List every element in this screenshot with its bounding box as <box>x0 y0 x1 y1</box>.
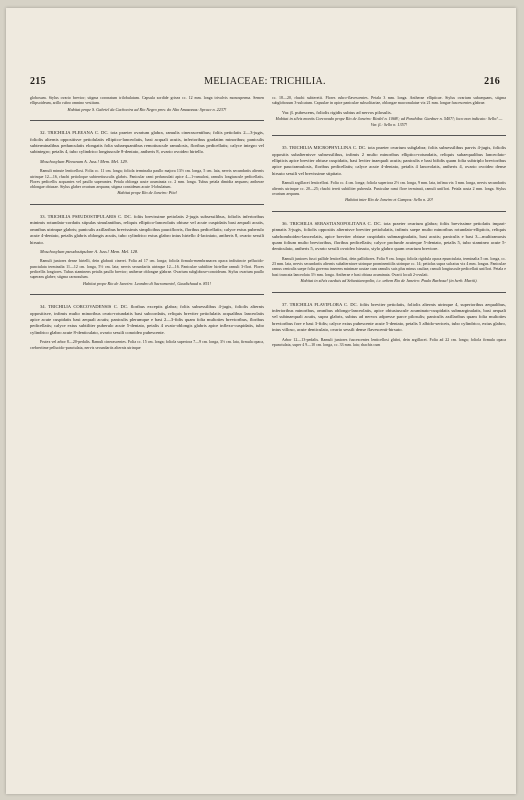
left-page-number: 215 <box>30 76 46 87</box>
book-page <box>6 8 516 794</box>
section-divider <box>30 120 264 121</box>
species-entry-34: 34. TRICHILIA CORCOVADENSIS C. DC. floribus exceptis glabra; foliis subsessilibus 4-jugis, foliolis alternis oppositisve, infimis multo minoribus ovato-rotundatis basi subcordatis, reliquis breviter petiolulatis acqualibus lanceolatis apice acute cuspidatis basi aequali acutis; paniculis plerumque e basi 2—3-fidis quam folia multoties brevioribus, floribus pedicellatis; calyce extus subtiliter puberulo acute 5-dentato, petalis 4 ovato-oblongis glabris apice inflexo-cuspidatis, tubo cylindrico glabro acute 8-denticulato, ovario sessili conoideo pubescente. <box>30 304 264 335</box>
species-synonym-33: Moschoxylum pseudostipulare A. Juss.! Mem. Mel. 128. <box>40 249 139 255</box>
species-entry-37: 37. TRICHILIA FLAVIFLORA C. DC. foliis breviter petiolatis, foliolis alternis utrinque 4, superioribus aequalibus, inferioribus minoribus, omnibus oblongo-lanceolatis, apice obtusiuscule acuminato-cuspidatis submarginalatis, basi aequali vel subinaequali acutis, supra glabris, subtus ad nervos adpresse parce pilosulis; paniculis axillaribus quam folia multoties brevioribus fore e basi 3-fidis; calyce extus pubescente acute 5-dentato, petalis 5 albido-sericeis, tubo cylindrico, extus glabro, intus villoso, acute denticulato, ovario sessili dense flavescenti-hirsuto. <box>272 301 506 333</box>
right-page-number: 216 <box>484 76 500 87</box>
species-description-35: Ramuli argillacei lenticellosi. Folia cc. 4 cm. longa; foliola superiora 2½ cm. longa, 9 mm. lata, infima vix 3 mm. longa, nervis secundariis alternis utrinque cc. 20—25; rhachi tereti subtiliter puberula. Paniculae rami flore terminati, ramuli uniflori. Petala acuta 2 mm. longa. Stylus ovarium aequans. <box>272 181 506 196</box>
species-habitat-35: Habitat inter Rio de Janeiro et Campos: Sello n. 20! <box>345 197 433 203</box>
species-entry-33: 33. TRICHILIA PSEUDOSTIPULARIS C. DC. foliis brevissime petiolatis 2-jugis subsessilibus, foliolis inferioribus minimis rotundato-cordatis stipulas simulantibus, reliquis elliptico-lanceolatis obtuse vel acute cuspidatis basi aequali acutis, omnibus utrinque glabris; paniculis axillaribus brevissimis simplicibus pauciflorris, floribus pedicellatis; calyce extus puberulo acute 4-dentato, petalis glabris oblongis acutis, tubo cylindrico extus glabro intus hirtello 4-laciniato, antheris 8, ovario sessili hirsuto. <box>30 214 264 245</box>
habitat-note: Habitat in silvis montis Corcovado prope Rio de Janeiro: Riedel n. 1068!; ad Parahiba: Gardner n. 5407!; loco non indicato: Sello! — Var. β.: Sello n. 1357! <box>275 116 503 127</box>
species-description-36: Ramuli juniores fusci pallide lenticellosi, dein pallidiores. Folia 9 cm. longa; foliola rigidula opaca epunctulata, terminalia 5 cm. longa, cc. 23 mm. lata, nervis secundariis alternis subalterniave utrinque prominentiilis utrinque cc. 14; petiolus supra sulcatus vix 4 mm. longus. Paniculae ramus centralis saepe folia governa inserens minimae acutae cum ramulis suis plus minus cauliae, ramuli longiuscule pedicellati uniflori. Petala e basi truncata lanceolata 3½ mm. longa. Antherae e basi obtusa acuminata. Ovarii loculi 2-ovulati. <box>272 256 506 277</box>
species-entry-32: 32. TRICHILIA PLEEANA C. DC. tota praeter ovarium glabra, ramulis cinerascentibus; foliis petiolatis 2—3-jugis, foliolis alternis oppositisve petiolulatis elliptico-lanceolatis, basi acquali acutis, inferioribus gradatim minoribus; paniculis subterminalibus pedunculatis elongatis folia subaequantibus remotiuscule ramulosis, floribus pedicellatis; calyce integro vel subintegro; petalis 4, tubo cylindrico longiuscule 8-dentato, antheris 8, ovario ovoideo hirtello. <box>30 130 264 155</box>
section-divider <box>30 204 264 205</box>
continued-description: cc. 18—20, rhachi subteretii. Flores rubro-flavescentes. Petala 3 mm. longa. Antherae ellipticae. Stylus ovarium subaequans, stigma subglobosum 3-sulcatum. Capsulae in apice paniculae subsolitariae, oblongae macronulatae vix 21 mm. longae fuscescentes glabrae. <box>272 96 506 106</box>
section-divider <box>272 135 506 136</box>
species-habitat-32: Habitat prope Rio de Janeiro: Pitel <box>117 190 177 196</box>
section-divider <box>30 294 264 295</box>
habitat-note: Habitat prope S. Gabriel da Cachoeira ad Rio Negro prov. do Alto Amazonas: Spruce n. 2237! <box>67 106 227 112</box>
species-description-37: Arbor 12—13-pedalis. Ramuli juniores fuscescentes lenticellosi glabri, dein argillacei. Folia ad 22 cm. longa; foliola firmula opaca epunctulata, super 4 9—10 cm. longa, cc. 33 mm. lata; rhachis cum <box>272 337 506 347</box>
species-description-32: Ramuli minute lenticellosi. Folia cc. 11 cm. longa; foliola terminalia paullo majora 13½ cm. longa, 5 cm. lata, nervis secundariis alternis utrinque 12—16, rhachi petioloque subteretiusculis glabris. Panicular rami pedunculati apice 4—1-ramulosi, ramulis longiuscule pedicellatis. Flores pedicellis acquantes vel paullo superantes. Petala oblonga acute acuminata cc. 2 mm. longa. Tubus petala dimidia aequans; antherae oblongae obtusae. Stylus glaber ovarium aequans; stigma consideum acute 3-lobulatum. <box>30 169 264 190</box>
species-description-34: Frutex vel arbor 8—20-pedalis. Ramuli cinerascentes. Folia cc. 15 cm. longa; foliola superiora 7—9 cm. longa, 3½ cm. lata, firmula opaca, crebreriime pellucido-punctulata, nervis secundariis alternis utrinque <box>30 340 264 350</box>
right-column <box>272 96 506 348</box>
page-header <box>30 76 500 90</box>
section-divider <box>272 211 506 212</box>
species-synonym-32: Moschoxylum Pleeanum A. Juss.! Mem. Mel. 129. <box>40 158 128 164</box>
species-habitat-36: Habitat in silvis caeduis ad Sebastianopolin, i.e. urbem Rio de Janeiro: Paulo Barbosa! (in herb. Martii). <box>300 277 478 283</box>
section-divider <box>272 292 506 293</box>
species-entry-35: 35. TRICHILIA MICROPHYLLINA C. DC. tota praeter ovarium subglabra; foliis subsessilibus parvis 4-jugis, foliolis oppositis subalternisve subsessilibus, infimis 2 multo minoribus elliptico-rotundatis, reliquis subaequalibus lanceolato-ellipticis apice breviter obtuse cuspidatis, basi leviter inaequali acutis; paniculis e basi bifidis quam folia subtriplo brevioribus apice pauciramulosis, floribus pedicellatis; calyce acute 4-dentato, petalis 4 lanceolatis, antheris 4, ovario ovoideo dense hirsuto sessili vel brevissime stipitato. <box>272 145 506 176</box>
variety-note: Var. β. pubescens, foliolis rigidis subtus ad nervos pilosulis. <box>282 109 392 115</box>
running-title: MELIACEAE: TRICHILIA. <box>204 76 326 87</box>
species-habitat-33: Habitat prope Rio de Janeiro: Leandro di Sacramento!, Gaudichaud n. 851! <box>83 280 211 286</box>
continued-description: globosum. Stylus ovario brevior; stigma coronatum trilobulatum. Capsula sordide grisea cc. 12 mm. longa trivalvis monosperma. Semen ellipsoideum, arillo rubro omnino vestitum. <box>30 96 264 106</box>
species-description-33: Ramuli juniores dense hirtelli, dein glabrati cinerei. Folia ad 17 cm. longa; foliola firmulo-membranacea opaca indistincte pellucido-punctulata terminalia 11—12 cm. longa, 5½ cm. lata; nervis secundariis utrinque 12—16. Paniculae subtiliter hirtellae ramuli 3-flori. Flores pedicellis longiores. Tubus staminens petalis paullo brevior; antherae oblongae glabrae. Ovarium subglobose-conoideum. Stylus ovarium paullo superans glaber; stigma carnosulum. <box>30 259 264 280</box>
left-column <box>30 96 264 351</box>
species-entry-36: 36. TRICHILIA SEBASTIANOPOLITANA C. DC. tota praeter ovarium glabra; foliis brevissime petiolatis impari-pinnatis 3-jugis, foliolis oppositis alternisve breviter petiolulatis, infimis saepe multo minoribus rotundato-ellipticis, reliquis subrhomboideo-lanceolatis, apice breviter obtuse cuspidatis submarginalatis, basi acutis; paniculis e basi 3—multiramosis quam folium multo brevioribus, floribus pedicellatis; calyce profunde acuteque 5-dentato, petalis 5, tubo stamineo acute 5-denticulato, antheris 5, ovario sessili ovoideo hirsuto, stylo glabro quam ovarium breviore. <box>272 220 506 252</box>
